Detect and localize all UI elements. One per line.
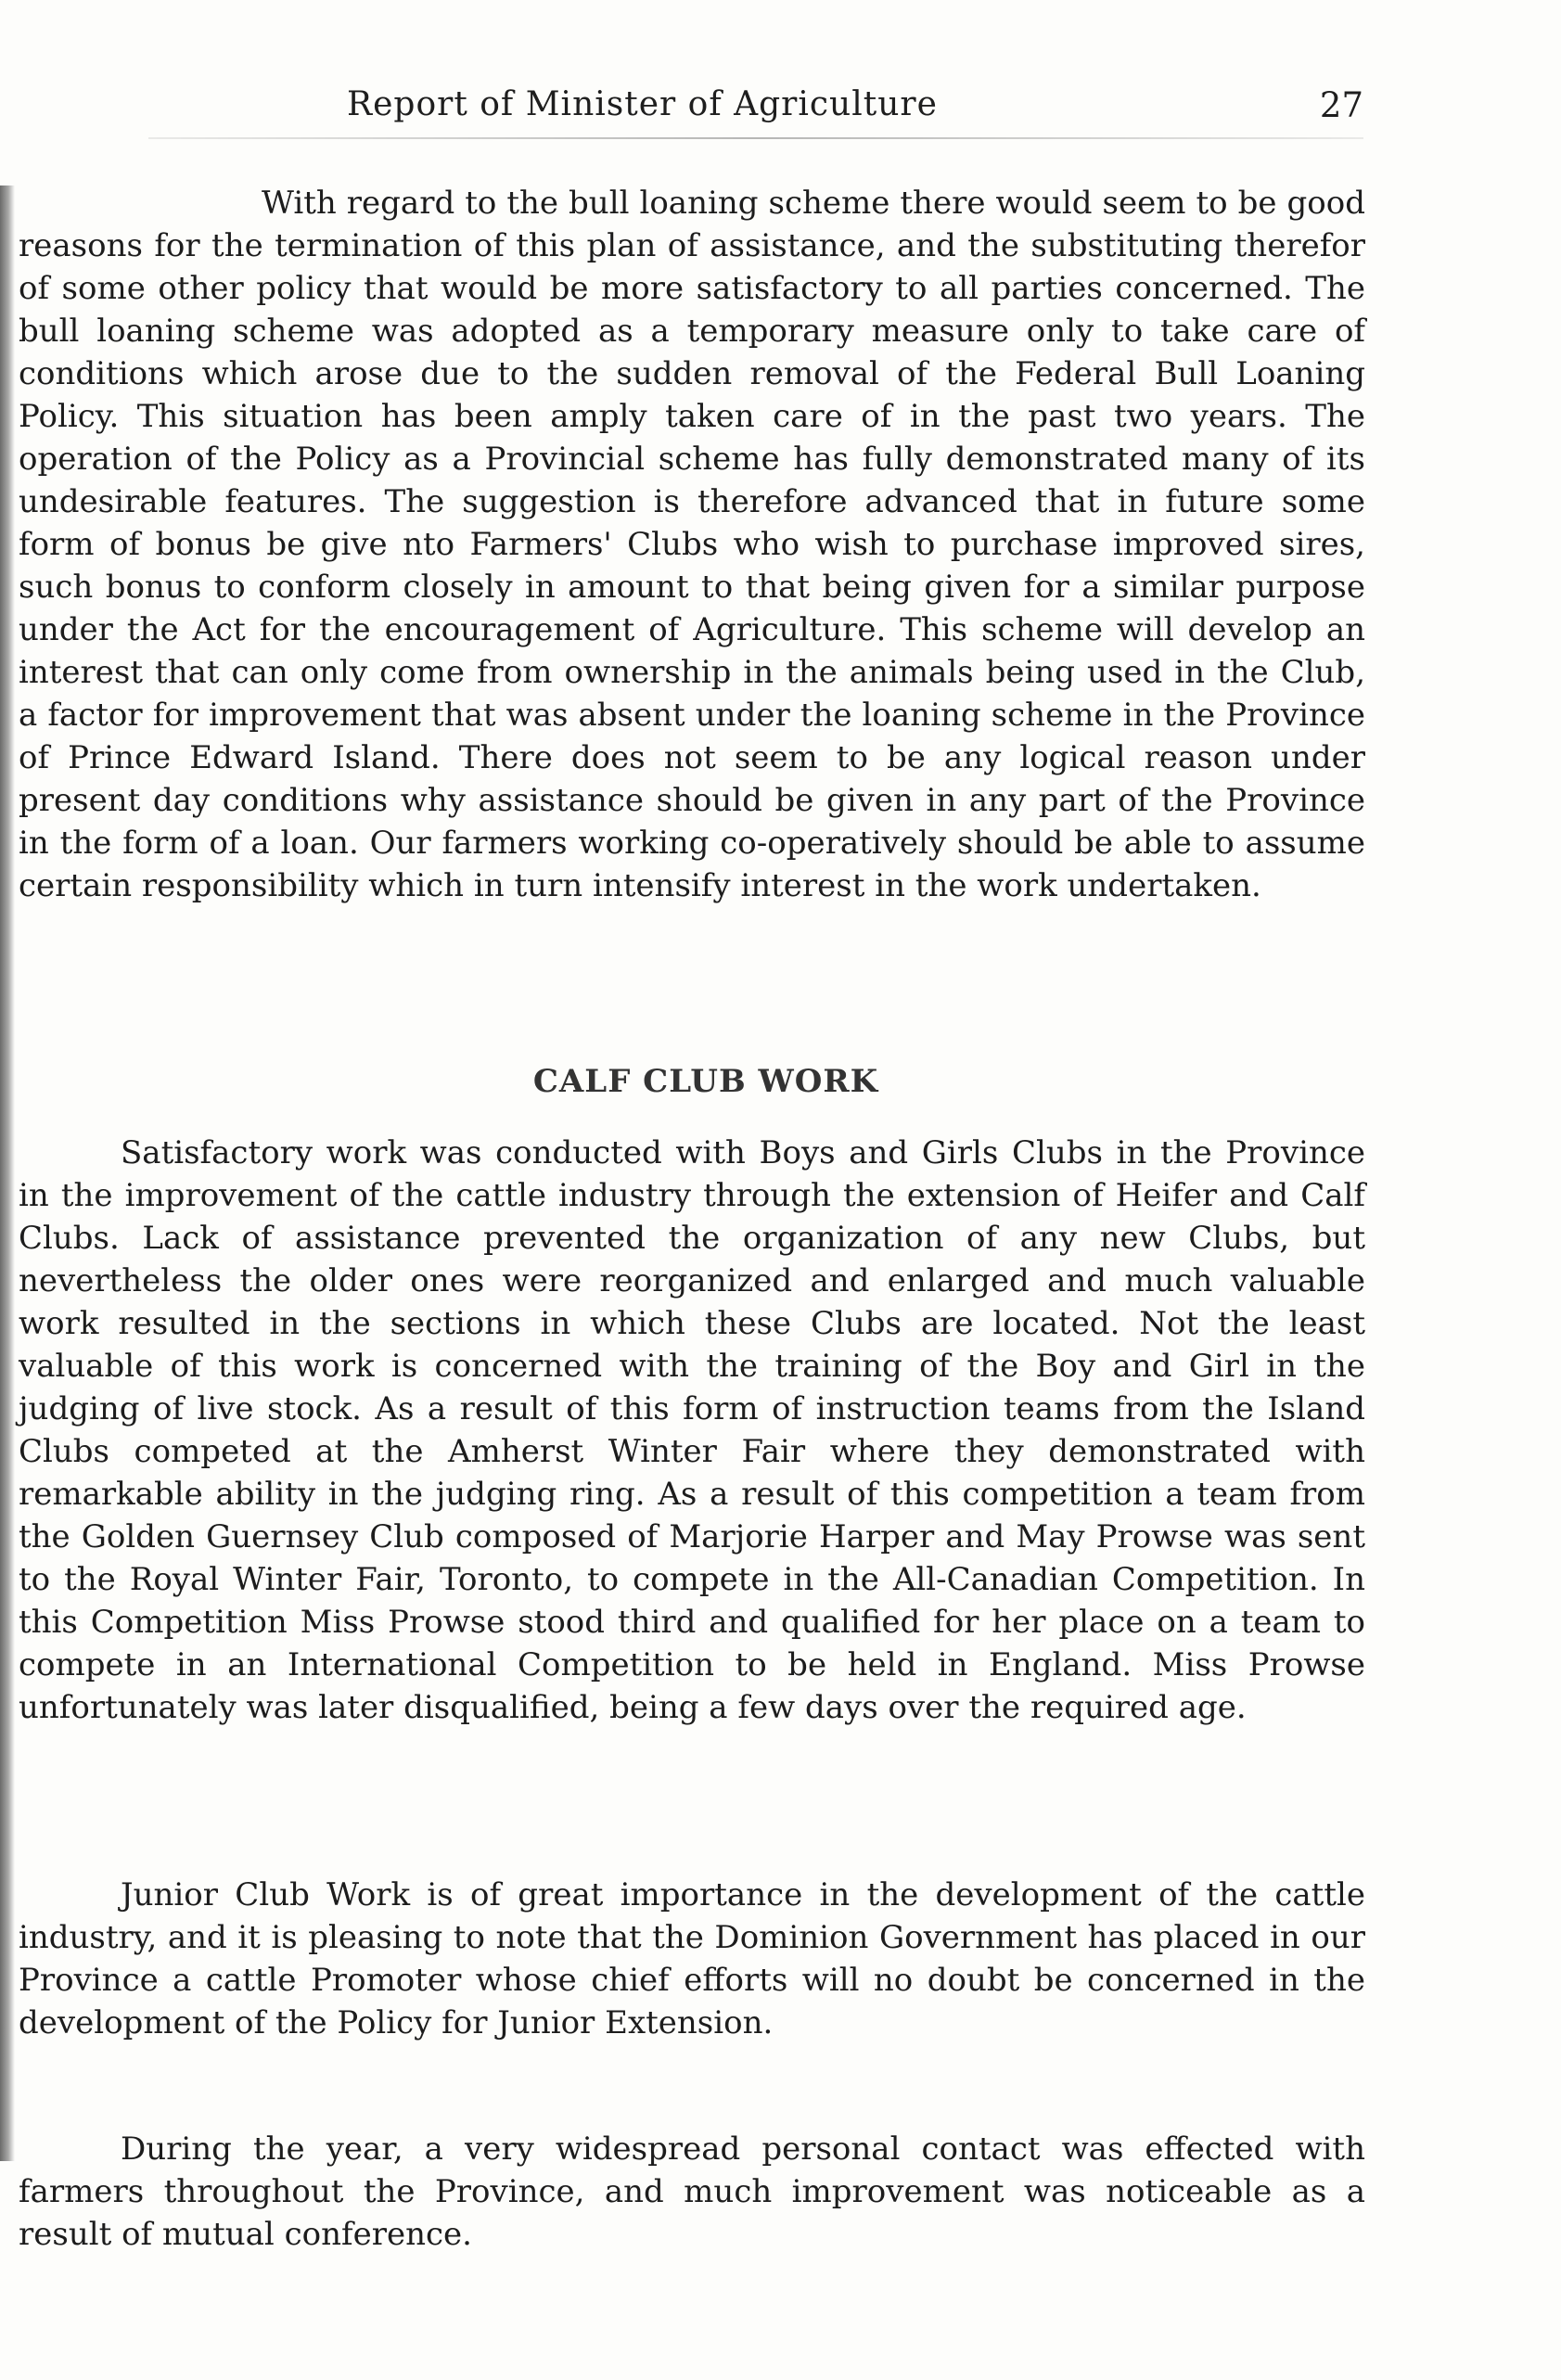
section-heading-calf-club-work: CALF CLUB WORK: [532, 1063, 879, 1100]
binding-shadow: [0, 186, 15, 2161]
paragraph-bull-loaning: With regard to the bull loaning scheme there would seem to be good reasons for the termination of this plan of assistance, and the substituting therefor of some other policy that would be more satisfactory to all parties concerned. The bull loaning scheme was adopted as a temporary measure only to take care of conditions which arose due to the sudden removal of the Federal Bull Loaning Policy. This situation has been amply taken care of in the past two years. The operation of the Policy as a Provincial scheme has fully demonstrated many of its undesirable features. The suggestion is therefore advanced that in future some form of bonus be give nto Farmers' Clubs who wish to purchase improved sires, such bonus to conform closely in amount to that being given for a similar purpose under the Act for the encouragement of Agriculture. This scheme will develop an interest that can only come from ownership in the animals being used in the Club, a factor for improvement that was absent under the loaning scheme in the Province of Prince Edward Island. There does not seem to be any logical reason under present day conditions why assistance should be given in any part of the Province in the form of a loan. Our farmers working co-operatively should be able to assume certain responsibility which in turn intensify interest in the work undertaken.: [19, 185, 1365, 904]
body-text: [19, 182, 1365, 2256]
paragraph-personal-contact: During the year, a very widespread personal contact was effected with farmers throughout the Province, and much improvement was noticeable as a result of mutual conference.: [19, 2130, 1365, 2253]
page-header: [0, 85, 1561, 141]
paragraph-gap: [19, 2111, 1365, 2128]
paragraph-junior-club-work: Junior Club Work is of great importance in the development of the cattle industry, and it is pleasing to note that the Dominion Government has placed in our Province a cattle Promoter whose chief efforts will no doubt be concerned in the development of the Policy for Junior Extension.: [19, 1876, 1365, 2041]
running-head: Report of Minister of Agriculture: [347, 85, 938, 123]
page-number: 27: [1319, 85, 1363, 125]
header-rule: [148, 137, 1363, 139]
paragraph-calf-club-work: Satisfactory work was conducted with Boys and Girls Clubs in the Province in the improvement of the cattle industry through the extension of Heifer and Calf Clubs. Lack of assistance prevented the organization of any new Clubs, but nevertheless the older ones were reorganized and enlarged and much valuable work resulted in the sections in which these Clubs are located. Not the least valuable of this work is concerned with the training of the Boy and Girl in the judging of live stock. As a result of this form of instruction teams from the Island Clubs competed at the Amherst Winter Fair where they demonstrated with remarkable ability in the judging ring. As a result of this competition a team from the Golden Guernsey Club composed of Marjorie Harper and May Prowse was sent to the Royal Winter Fair, Toronto, to compete in the All-Canadian Competition. In this Competition Miss Prowse stood third and qualified for her place on a team to compete in an International Competition to be held in England. Miss Prowse unfortunately was later disqualified, being a few days over the required age.: [19, 1134, 1365, 1726]
paragraph-gap: [19, 1857, 1365, 1874]
